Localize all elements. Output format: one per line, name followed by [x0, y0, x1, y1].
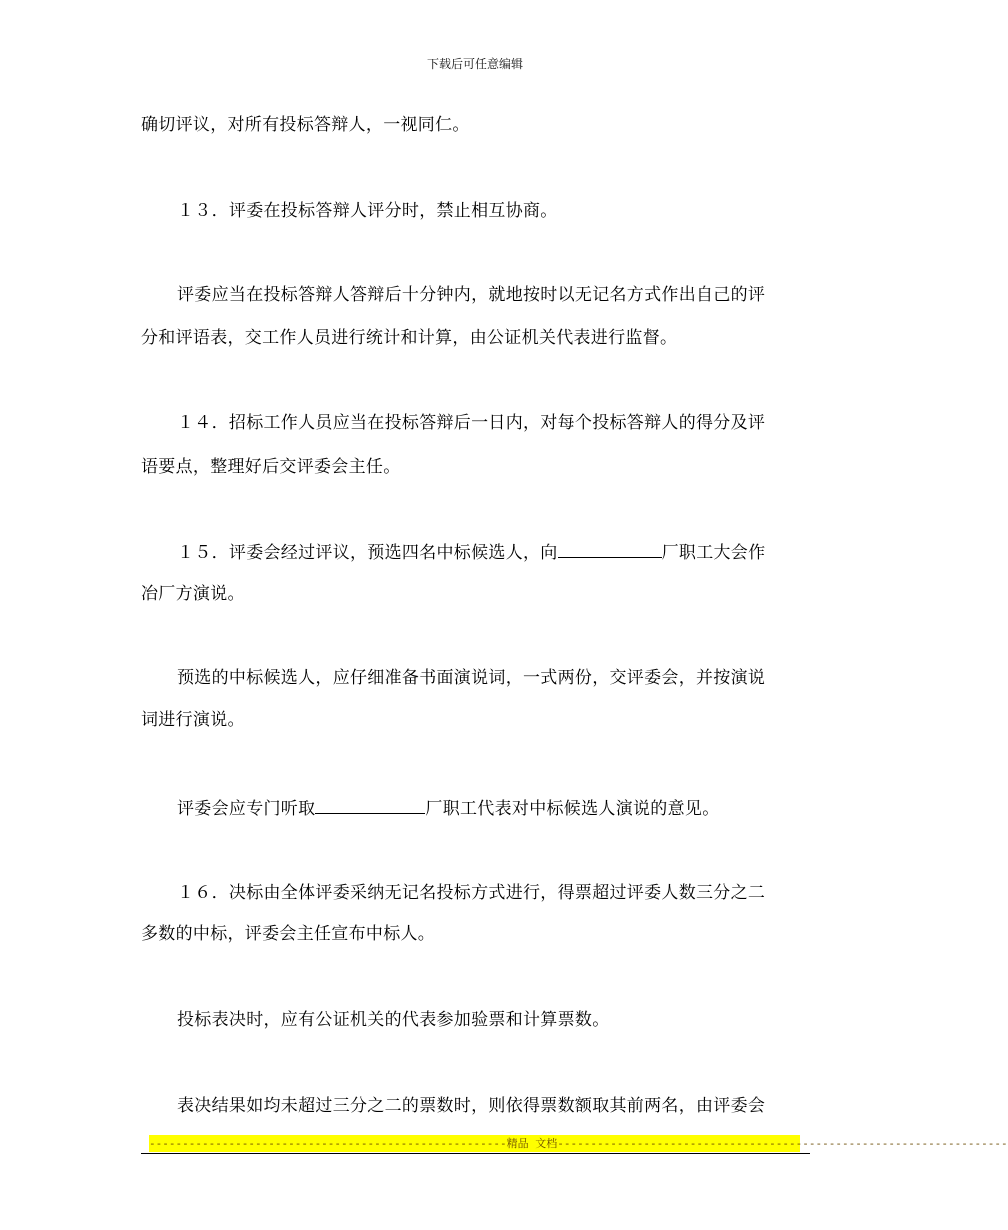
- paragraph-text: 厂职工大会作: [661, 543, 766, 563]
- page-header: 下载后可任意编辑: [426, 57, 523, 71]
- paragraph-line: １６．决标由全体评委采纳无记名投标方式进行，得票超过评委人数三分之二: [177, 883, 766, 903]
- footer-dashes: ------------------------------------------------------: [149, 1137, 507, 1150]
- paragraph-line: 语要点，整理好后交评委会主任。: [141, 457, 401, 477]
- paragraph-line: 多数的中标，评委会主任宣布中标人。: [141, 924, 436, 944]
- paragraph-text: 厂职工代表对中标候选人演说的意见。: [425, 799, 720, 819]
- paragraph-line: 冶厂方演说。: [141, 584, 245, 604]
- paragraph-text: １５．评委会经过评议，预选四名中标候选人，向: [177, 543, 558, 563]
- paragraph-text: 评委会应专门听取: [177, 799, 316, 819]
- paragraph-line: 投标表决时，应有公证机关的代表参加验票和计算票数。: [177, 1010, 610, 1030]
- paragraph-line: 词进行演说。: [141, 710, 245, 730]
- paragraph-line: 评委应当在投标答辩人答辩后十分钟内，就地按时以无记名方式作出自己的评: [177, 285, 766, 305]
- footer-band: [149, 1135, 1008, 1152]
- footer-rule: [141, 1153, 810, 1154]
- footer-label: 精品 文档: [506, 1137, 558, 1150]
- paragraph-line: １４．招标工作人员应当在投标答辩后一日内，对每个投标答辩人的得分及评: [177, 413, 766, 433]
- paragraph-line: １３．评委在投标答辩人评分时，禁止相互协商。: [177, 201, 558, 221]
- footer-dashes: --------------------------------------------------------------------: [557, 1137, 1008, 1150]
- paragraph-line: [177, 540, 765, 565]
- paragraph-line: 分和评语表，交工作人员进行统计和计算，由公证机关代表进行监督。: [141, 328, 678, 348]
- paragraph-line: 表决结果如均未超过三分之二的票数时，则依得票数额取其前两名，由评委会: [177, 1096, 766, 1116]
- fill-in-blank: [558, 540, 662, 558]
- paragraph-line: 预选的中标候选人，应仔细准备书面演说词，一式两份，交评委会，并按演说: [177, 668, 766, 688]
- fill-in-blank: [315, 796, 425, 814]
- paragraph-line: [177, 796, 720, 821]
- paragraph-line: 确切评议，对所有投标答辩人，一视同仁。: [141, 115, 470, 135]
